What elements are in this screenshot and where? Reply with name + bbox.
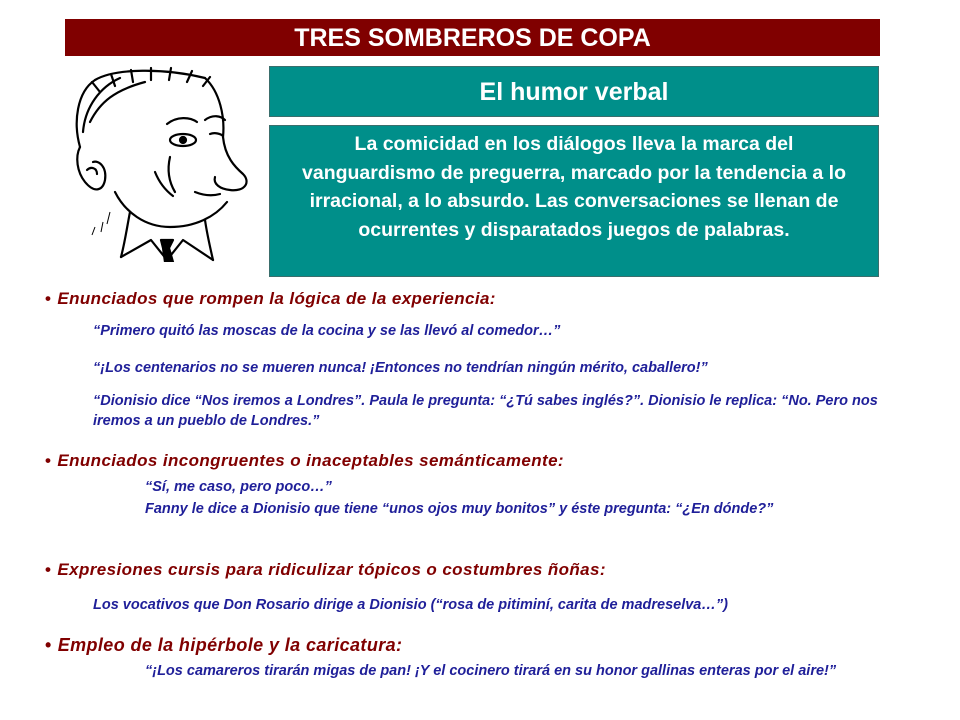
quote-text: Fanny le dice a Dionisio que tiene “unos ojos muy bonitos” y éste pregunta: “¿En dónde?”	[145, 501, 774, 517]
section-heading: • Enunciados que rompen la lógica de la experiencia:	[45, 289, 496, 308]
bullet-icon: •	[45, 289, 52, 308]
bullet-icon: •	[45, 451, 52, 470]
caricature-portrait	[55, 62, 265, 262]
subtitle-box: El humor verbal	[269, 66, 879, 117]
section-heading: • Enunciados incongruentes o inaceptables semánticamente:	[45, 451, 564, 470]
section-heading: • Empleo de la hipérbole y la caricatura:	[45, 635, 403, 655]
page-title: TRES SOMBREROS DE COPA	[65, 19, 880, 56]
bullet-icon: •	[45, 560, 52, 579]
section-heading: • Expresiones cursis para ridiculizar tópicos o costumbres ñoñas:	[45, 560, 606, 579]
quote-text: “¡Los centenarios no se mueren nunca! ¡Entonces no tendrían ningún mérito, caballero!”	[93, 360, 708, 376]
quote-text: “Dionisio dice “Nos iremos a Londres”. Paula le pregunta: “¿Tú sabes inglés?”. Dionisio le replica: “No. Pero nos iremos a un pueblo de Londres.”	[93, 393, 878, 429]
quote-text: “¡Los camareros tirarán migas de pan! ¡Y el cocinero tirará en su honor gallinas enteras por el aire!”	[145, 663, 837, 679]
summary-text: La comicidad en los diálogos lleva la marca del vanguardismo de preguerra, marcado por la tendencia a lo irracional, a lo absurdo. Las conversaciones se llenan de ocurrentes y disparatados juegos de palabras.	[302, 133, 846, 241]
quote-text: “Sí, me caso, pero poco…”	[145, 479, 332, 495]
summary-box	[269, 125, 879, 277]
bullet-icon: •	[45, 635, 52, 655]
quote-text: “Primero quitó las moscas de la cocina y se las llevó al comedor…”	[93, 323, 561, 339]
quote-text: Los vocativos que Don Rosario dirige a Dionisio (“rosa de pitiminí, carita de madreselva…”)	[93, 597, 728, 613]
